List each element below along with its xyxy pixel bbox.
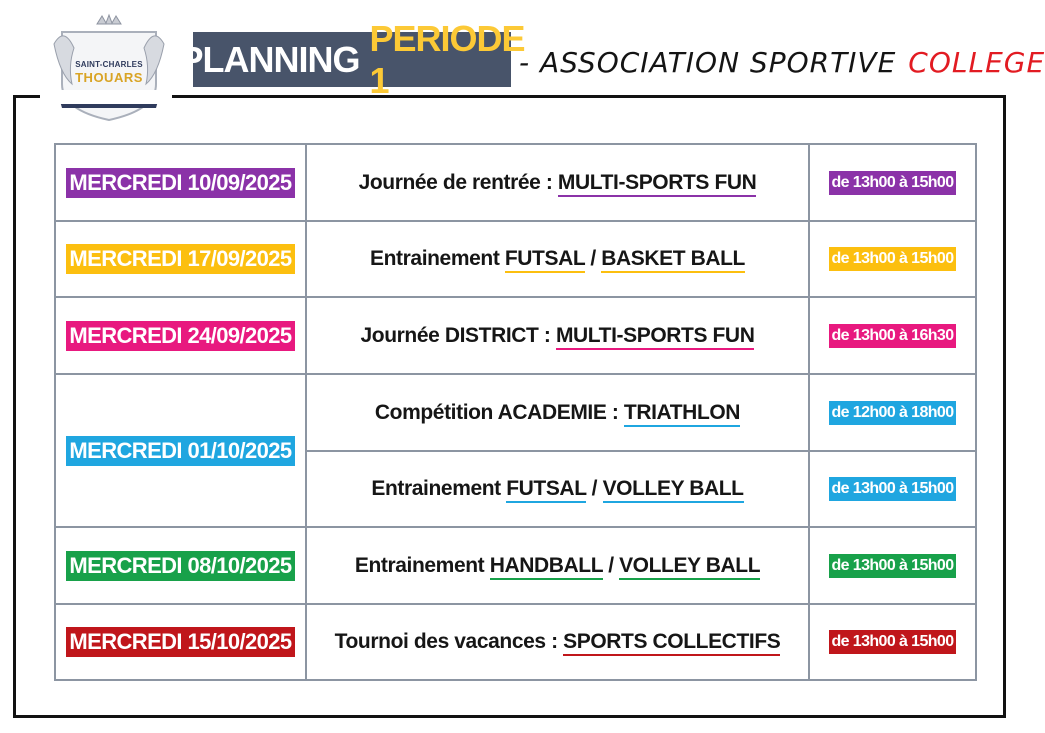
activity-highlight: FUTSAL (506, 477, 586, 503)
page-title (179, 17, 525, 101)
schedule-table (54, 143, 977, 681)
time-cell (809, 604, 976, 680)
activity-text (359, 171, 757, 197)
activity-cell (306, 451, 809, 527)
date-cell (55, 297, 306, 374)
schedule-row (55, 297, 976, 374)
activity-cell (306, 527, 809, 604)
activity-separator: / (584, 247, 602, 270)
activity-prefix: Journée de rentrée : (358, 170, 558, 194)
activity-separator: / (602, 553, 620, 577)
schedule-row (55, 527, 976, 604)
date-cell (55, 144, 306, 221)
activity-cell (306, 297, 809, 374)
schedule-row (55, 604, 976, 680)
date-badge: MERCREDI 08/10/2025 (66, 551, 294, 581)
date-badge: MERCREDI 24/09/2025 (66, 321, 294, 351)
time-badge: de 13h00 à 15h00 (829, 171, 955, 195)
activity-highlight-2: VOLLEY BALL (603, 477, 744, 503)
logo-line-1: SAINT-CHARLES (75, 60, 143, 69)
activity-text (370, 247, 745, 273)
time-cell (809, 451, 976, 527)
activity-prefix: Compétition ACADEMIE : (374, 400, 624, 424)
date-badge: MERCREDI 15/10/2025 (66, 627, 294, 657)
schedule-row (55, 374, 976, 451)
activity-prefix: Journée DISTRICT : (360, 323, 556, 347)
date-cell (55, 527, 306, 604)
activity-highlight: TRIATHLON (624, 401, 740, 427)
subtitle-association: - ASSOCIATION SPORTIVE (519, 45, 897, 79)
activity-highlight: HANDBALL (490, 554, 603, 580)
logo-line-2: THOUARS (75, 70, 143, 85)
activity-text (375, 401, 740, 427)
time-badge: de 13h00 à 15h00 (829, 477, 955, 501)
time-badge: de 12h00 à 18h00 (829, 401, 955, 425)
time-cell (809, 527, 976, 604)
activity-cell (306, 144, 809, 221)
schedule-row (55, 221, 976, 297)
time-cell (809, 374, 976, 451)
activity-highlight: FUTSAL (505, 247, 585, 273)
activity-text (371, 477, 743, 503)
date-cell (55, 604, 306, 680)
activity-text (335, 630, 781, 656)
time-badge: de 13h00 à 15h00 (829, 554, 955, 578)
activity-cell (306, 374, 809, 451)
time-badge: de 13h00 à 15h00 (829, 247, 955, 271)
activity-prefix: Entrainement (354, 553, 490, 577)
time-cell (809, 144, 976, 221)
date-badge: MERCREDI 01/10/2025 (66, 436, 294, 466)
activity-highlight: SPORTS COLLECTIFS (563, 630, 780, 656)
activity-highlight: MULTI-SPORTS FUN (558, 171, 757, 197)
title-period: PERIODE 1 (369, 17, 525, 101)
activity-separator: / (586, 477, 603, 500)
time-badge: de 13h00 à 15h00 (829, 630, 955, 654)
activity-text (355, 554, 760, 580)
date-badge: MERCREDI 17/09/2025 (66, 244, 294, 274)
date-cell (55, 374, 306, 527)
activity-highlight-2: VOLLEY BALL (619, 554, 760, 580)
activity-prefix: Tournoi des vacances : (334, 630, 564, 653)
page-subtitle (519, 40, 1045, 84)
activity-highlight-2: BASKET BALL (601, 247, 745, 273)
activity-cell (306, 221, 809, 297)
time-cell (809, 221, 976, 297)
date-cell (55, 221, 306, 297)
frame-notch (40, 90, 172, 104)
date-badge: MERCREDI 10/09/2025 (66, 168, 294, 198)
activity-cell (306, 604, 809, 680)
activity-prefix: Entrainement (371, 477, 507, 500)
time-badge: de 13h00 à 16h30 (829, 324, 955, 348)
subtitle-college: COLLEGE (908, 45, 1045, 79)
activity-highlight: MULTI-SPORTS FUN (556, 324, 755, 350)
time-cell (809, 297, 976, 374)
schedule-row (55, 144, 976, 221)
activity-text (361, 324, 755, 350)
title-planning: PLANNING (179, 38, 360, 80)
activity-prefix: Entrainement (370, 247, 505, 270)
